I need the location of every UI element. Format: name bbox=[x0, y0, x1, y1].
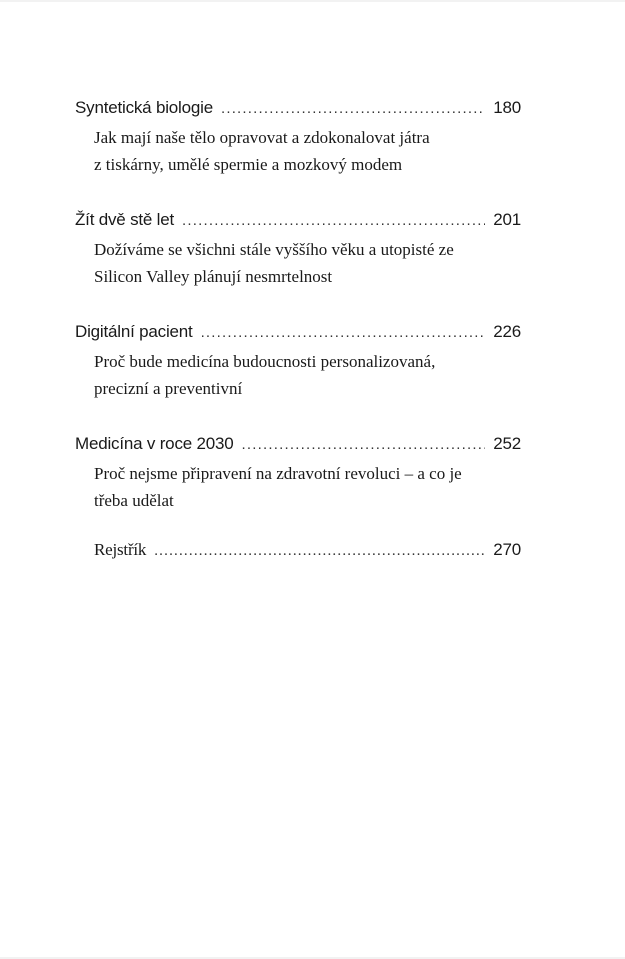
toc-entry-heading bbox=[75, 540, 521, 564]
description-line: Proč nejsme připravení na zdravotní revoluci – a co je bbox=[94, 464, 462, 483]
dot-leader bbox=[182, 212, 485, 229]
description-line: Jak mají naše tělo opravovat a zdokonalovat játra bbox=[94, 128, 430, 147]
description-line: z tiskárny, umělé spermie a mozkový modem bbox=[94, 155, 403, 174]
description-line: Proč bude medicína budoucnosti personalizovaná, bbox=[94, 352, 436, 371]
toc-entry-synthetic-biology[interactable] bbox=[75, 98, 521, 178]
toc-entry-digital-patient[interactable] bbox=[75, 322, 521, 402]
description-line: precizní a preventivní bbox=[94, 379, 243, 398]
toc-entry-page-number: 201 bbox=[493, 210, 521, 229]
toc-entry-index[interactable] bbox=[75, 540, 521, 564]
toc-entry-heading bbox=[75, 322, 521, 346]
toc-entry-description bbox=[94, 348, 521, 402]
table-of-contents bbox=[75, 98, 521, 564]
dot-leader bbox=[242, 436, 486, 453]
description-line: Silicon Valley plánují nesmrtelnost bbox=[94, 267, 333, 286]
toc-entry-title: Digitální pacient bbox=[75, 322, 193, 341]
toc-entry-title: Rejstřík bbox=[94, 540, 147, 559]
toc-entry-page-number: 180 bbox=[493, 98, 521, 117]
toc-entry-two-hundred-years[interactable] bbox=[75, 210, 521, 290]
dot-leader bbox=[154, 543, 485, 560]
toc-entry-page-number: 252 bbox=[493, 434, 521, 453]
toc-entry-page-number: 226 bbox=[493, 322, 521, 341]
toc-entry-medicine-2030[interactable] bbox=[75, 434, 521, 514]
toc-entry-description bbox=[94, 460, 521, 514]
toc-entry-heading bbox=[75, 210, 521, 234]
description-line: třeba udělat bbox=[94, 491, 174, 510]
toc-entry-heading bbox=[75, 98, 521, 122]
toc-entry-title: Medicína v roce 2030 bbox=[75, 434, 234, 453]
description-line: Dožíváme se všichni stále vyššího věku a utopisté ze bbox=[94, 240, 454, 259]
toc-entry-description bbox=[94, 124, 521, 178]
toc-entry-title: Žít dvě stě let bbox=[75, 210, 175, 229]
toc-entry-heading bbox=[75, 434, 521, 458]
dot-leader bbox=[201, 324, 486, 341]
toc-entry-description bbox=[94, 236, 521, 290]
dot-leader bbox=[221, 100, 485, 117]
toc-entry-title: Syntetická biologie bbox=[75, 98, 213, 117]
toc-entry-page-number: 270 bbox=[493, 540, 521, 559]
